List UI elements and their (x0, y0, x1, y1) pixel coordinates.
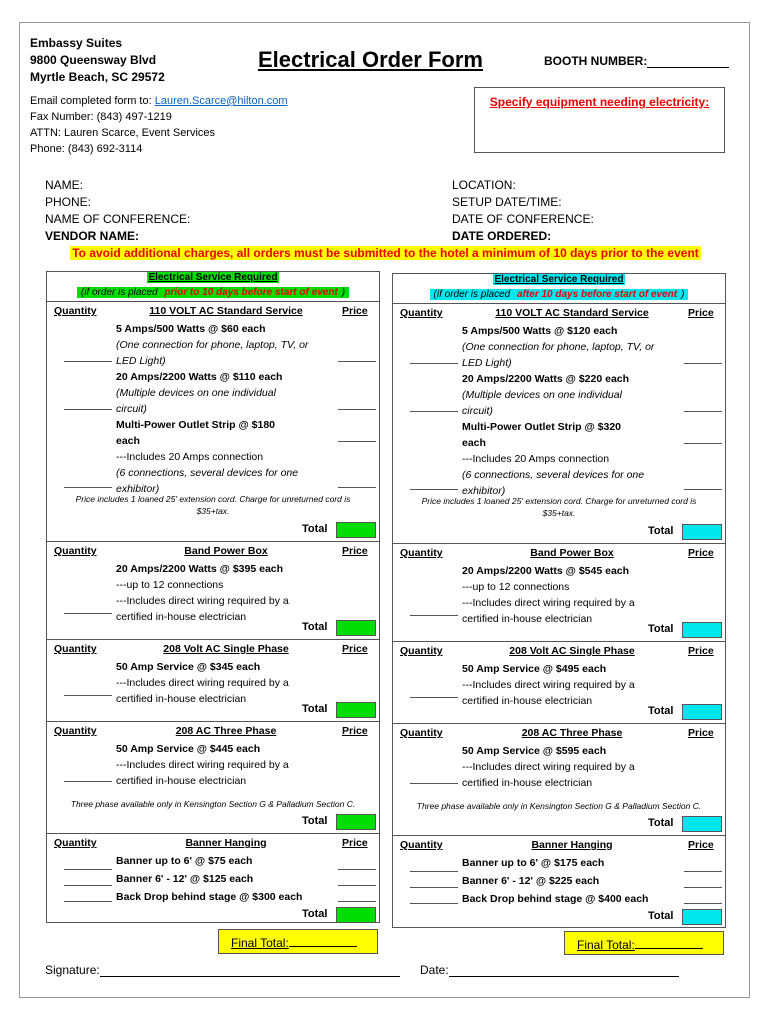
booth-number-field[interactable] (647, 56, 729, 68)
service-desc: ---Includes direct wiring required by a (462, 761, 635, 773)
three-phase-note: Three phase available only in Kensington Section G & Palladium Section C. (70, 799, 356, 809)
service-desc: 20 Amps/2200 Watts @ $395 each (116, 563, 284, 575)
service-desc: Back Drop behind stage @ $400 each (462, 893, 649, 905)
service-desc: 50 Amp Service @ $495 each (462, 663, 607, 675)
service-required-heading: Electrical Service Required (494, 274, 624, 285)
name-field[interactable]: NAME: (45, 178, 84, 192)
service-desc: certified in-house electrician (462, 695, 593, 707)
attn-line: ATTN: Lauren Scarce, Event Services (30, 127, 216, 139)
vendor-fields-left (45, 177, 190, 245)
service-desc: ---Includes direct wiring required by a (116, 677, 289, 689)
email-label: Email completed form to: (30, 95, 155, 107)
conference-field[interactable]: NAME OF CONFERENCE: (45, 212, 191, 226)
quantity-header: Quantity (400, 547, 443, 559)
service-desc: Banner 6' - 12' @ $225 each (462, 875, 600, 887)
service-desc: Multi-Power Outlet Strip @ $320 (462, 421, 622, 433)
booth-number (544, 54, 729, 68)
equipment-box[interactable] (474, 87, 725, 153)
service-desc: Banner up to 6' @ $75 each (116, 855, 253, 867)
service-desc: ---Includes direct wiring required by a (116, 595, 289, 607)
band-title: Band Power Box (530, 547, 614, 559)
service-desc: (6 connections, several devices for one (116, 467, 299, 479)
quantity-header: Quantity (54, 545, 97, 557)
price-header: Price (342, 545, 368, 557)
quantity-header: Quantity (54, 837, 97, 849)
date-conference-field[interactable]: DATE OF CONFERENCE: (452, 212, 594, 226)
booth-label: BOOTH NUMBER: (544, 54, 648, 68)
service-desc: certified in-house electrician (116, 693, 247, 705)
service-desc: exhibitor) (462, 485, 506, 497)
signature-line[interactable]: Signature: (45, 963, 400, 977)
order-timing-note: (if order is placed prior to 10 days before start of event ) (77, 287, 349, 298)
price-header: Price (688, 645, 714, 657)
total-box[interactable] (682, 816, 722, 832)
service-desc: ---Includes 20 Amps connection (462, 453, 610, 465)
three-title: 208 AC Three Phase (175, 725, 277, 737)
total-label: Total (302, 621, 328, 633)
banner-title: Banner Hanging (185, 837, 267, 849)
service-desc: (One connection for phone, laptop, TV, or (462, 341, 655, 353)
quantity-header: Quantity (54, 305, 97, 317)
form-title: Electrical Order Form (258, 47, 483, 72)
total-label: Total (302, 908, 328, 920)
service-desc: Multi-Power Outlet Strip @ $180 (116, 419, 276, 431)
service-desc: LED Light) (116, 355, 166, 367)
service-desc: ---up to 12 connections (116, 579, 224, 591)
total-label: Total (302, 703, 328, 715)
service-desc: ---Includes direct wiring required by a (462, 597, 635, 609)
ac110-title: 110 VOLT AC Standard Service (149, 305, 303, 317)
service-desc: 20 Amps/2200 Watts @ $545 each (462, 565, 630, 577)
service-desc: ---Includes direct wiring required by a (116, 759, 289, 771)
deadline-warning: To avoid additional charges, all orders must be submitted to the hotel a minimum of 10 days prior to the event (72, 246, 699, 260)
hotel-city: Myrtle Beach, SC 29572 (30, 70, 165, 84)
service-desc: certified in-house electrician (116, 775, 247, 787)
hotel-address (30, 35, 165, 86)
service-desc: exhibitor) (116, 483, 160, 495)
service-desc: certified in-house electrician (462, 777, 593, 789)
date-line[interactable]: Date: (420, 963, 679, 977)
three-phase-note: Three phase available only in Kensington Section G & Palladium Section C. (416, 801, 702, 811)
price-header: Price (688, 547, 714, 559)
phone-number: Phone: (843) 692-3114 (30, 143, 143, 155)
service-desc: certified in-house electrician (116, 611, 247, 623)
service-desc: circuit) (116, 403, 147, 415)
total-box[interactable] (336, 522, 376, 538)
email-link[interactable]: Lauren.Scarce@hilton.com (154, 95, 288, 107)
quantity-header: Quantity (400, 645, 443, 657)
final-total-late[interactable]: Final Total: (564, 931, 724, 955)
setup-field[interactable]: SETUP DATE/TIME: (452, 195, 562, 209)
quantity-header: Quantity (400, 727, 443, 739)
final-total-early[interactable]: Final Total: (218, 929, 378, 954)
quantity-header: Quantity (400, 307, 443, 319)
total-label: Total (302, 523, 328, 535)
phone-field[interactable]: PHONE: (45, 195, 92, 209)
location-field[interactable]: LOCATION: (452, 178, 516, 192)
cord-note: Price includes 1 loaned 25' extension cord. Charge for unreturned cord is $35+tax. (75, 494, 351, 516)
band-title: Band Power Box (184, 545, 268, 557)
total-label: Total (648, 705, 674, 717)
price-header: Price (342, 643, 368, 655)
service-desc: 50 Amp Service @ $445 each (116, 743, 261, 755)
service-desc: ---up to 12 connections (462, 581, 570, 593)
pricing-column-late (392, 273, 726, 928)
service-desc: 50 Amp Service @ $345 each (116, 661, 261, 673)
service-desc: 5 Amps/500 Watts @ $60 each (116, 323, 266, 335)
total-box[interactable] (682, 524, 722, 540)
total-label: Total (302, 815, 328, 827)
date-ordered-field[interactable]: DATE ORDERED: (452, 229, 552, 243)
total-label: Total (648, 623, 674, 635)
price-header: Price (688, 839, 714, 851)
service-desc: Banner up to 6' @ $175 each (462, 857, 605, 869)
total-box[interactable] (682, 909, 722, 925)
equipment-label: Specify equipment needing electricity: (489, 95, 710, 109)
service-desc: ---Includes direct wiring required by a (462, 679, 635, 691)
service-desc: each (462, 437, 486, 449)
service-desc: 50 Amp Service @ $595 each (462, 745, 607, 757)
service-desc: (One connection for phone, laptop, TV, or (116, 339, 309, 351)
hotel-name: Embassy Suites (30, 36, 123, 50)
total-box[interactable] (682, 622, 722, 638)
service-required-heading: Electrical Service Required (148, 272, 278, 283)
three-title: 208 AC Three Phase (521, 727, 623, 739)
service-desc: 20 Amps/2200 Watts @ $220 each (462, 373, 630, 385)
service-desc: LED Light) (462, 357, 512, 369)
quantity-header: Quantity (54, 643, 97, 655)
service-desc: circuit) (462, 405, 493, 417)
total-box[interactable] (336, 702, 376, 718)
order-form-page (19, 22, 750, 998)
total-box[interactable] (336, 907, 376, 923)
quantity-header: Quantity (54, 725, 97, 737)
service-desc: (Multiple devices on one individual (116, 387, 276, 399)
price-header: Price (688, 307, 714, 319)
price-header: Price (342, 305, 368, 317)
fax-number: Fax Number: (843) 497-1219 (30, 111, 172, 123)
total-box[interactable] (336, 814, 376, 830)
service-desc: (6 connections, several devices for one (462, 469, 645, 481)
cord-note: Price includes 1 loaned 25' extension cord. Charge for unreturned cord is $35+tax. (421, 496, 697, 518)
service-desc: (Multiple devices on one individual (462, 389, 622, 401)
contact-info (30, 93, 288, 157)
single-title: 208 Volt AC Single Phase (163, 643, 289, 655)
service-desc: Back Drop behind stage @ $300 each (116, 891, 303, 903)
banner-title: Banner Hanging (531, 839, 613, 851)
quantity-header: Quantity (400, 839, 443, 851)
service-desc: 5 Amps/500 Watts @ $120 each (462, 325, 618, 337)
total-label: Total (648, 817, 674, 829)
service-desc: Banner 6' - 12' @ $125 each (116, 873, 254, 885)
ac110-title: 110 VOLT AC Standard Service (495, 307, 649, 319)
price-header: Price (342, 837, 368, 849)
total-box[interactable] (682, 704, 722, 720)
service-desc: certified in-house electrician (462, 613, 593, 625)
price-header: Price (688, 727, 714, 739)
service-desc: ---Includes 20 Amps connection (116, 451, 264, 463)
total-label: Total (648, 910, 674, 922)
pricing-column-early (46, 271, 380, 923)
total-label: Total (648, 525, 674, 537)
vendor-field[interactable]: VENDOR NAME: (45, 229, 140, 243)
hotel-street: 9800 Queensway Blvd (30, 53, 157, 67)
service-desc: 20 Amps/2200 Watts @ $110 each (116, 371, 283, 383)
order-timing-note: (if order is placed after 10 days before start of event ) (430, 289, 689, 300)
service-desc: each (116, 435, 140, 447)
single-title: 208 Volt AC Single Phase (509, 645, 635, 657)
total-box[interactable] (336, 620, 376, 636)
price-header: Price (342, 725, 368, 737)
vendor-fields-right (452, 177, 594, 245)
